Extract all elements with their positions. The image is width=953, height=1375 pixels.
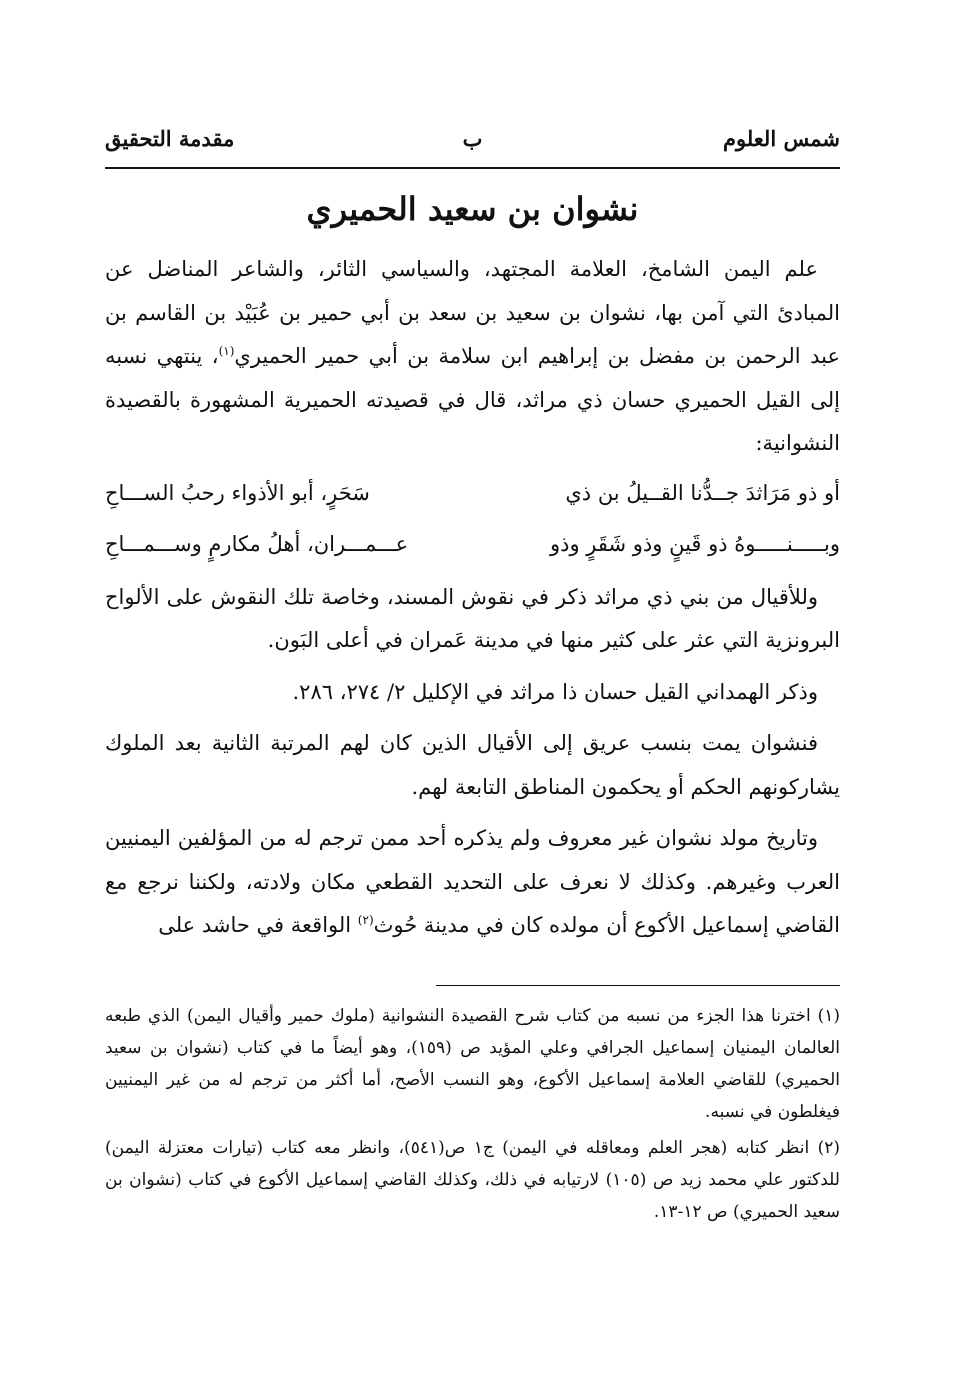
- footnotes: [105, 1000, 840, 1232]
- paragraph-intro-part2: ، ينتهي نسبه إلى القيل الحميري حسان ذي مراثد، قال في قصيدته الحميرية المشهورة بالقصيدة النشوانية:: [105, 344, 840, 455]
- paragraph-birth-part1: وتاريخ مولد نشوان غير معروف ولم يذكره أحد ممن ترجم له من المؤلفين اليمنيين العرب وغيرهم. وكذلك لا نعرف على التحديد القطعي مكان ولادته، ولكننا نرجع مع القاضي إسماعيل الأكوع أن مولده كان في مدينة حُوث: [105, 826, 840, 937]
- paragraph-intro-part1: علم اليمن الشامخ، العلامة المجتهد، والسياسي الثائر، والشاعر المناضل عن المبادئ التي آمن بها، نشوان بن سعيد بن سعد بن أبي حمير بن عُبَيْد بن القاسم بن عبد الرحمن بن مفضل بن إبراهيم ابن سلامة بن أبي حمير الحميري: [105, 257, 840, 368]
- page-title: نشوان بن سعيد الحميري: [306, 190, 639, 228]
- paragraph-birth-part2: الواقعة في حاشد على: [158, 913, 358, 937]
- header-section-title: مقدمة التحقيق: [105, 126, 235, 151]
- verse-line-1: [105, 470, 840, 517]
- verse-1-second-hemistich: سَحَرٍ، أبو الأذواء رحبُ الســـاحِ: [105, 480, 370, 505]
- verse-line-2: [105, 521, 840, 568]
- verse-2-second-hemistich: عـــمـــران، أهلُ مكارمٍ وســـمـــاحِ: [105, 531, 409, 556]
- header-book-title: شمس العلوم: [723, 126, 840, 151]
- paragraph-intro: [105, 248, 840, 466]
- running-header: [105, 126, 840, 162]
- footnote-divider: [436, 985, 840, 986]
- paragraph-lineage: فنشوان يمت بنسب عريق إلى الأقيال الذين كان لهم المرتبة الثانية بعد الملوك يشاركونهم الحكم أو يحكمون المناطق التابعة لهم.: [105, 731, 840, 799]
- header-divider: [105, 167, 840, 169]
- header-page-number: ب: [462, 126, 483, 151]
- paragraph-hamdani: وذكر الهمداني القيل حسان ذا مراثد في الإكليل ٢/ ٢٧٤، ٢٨٦.: [292, 679, 818, 704]
- paragraph-inscriptions: وللأقيال من بني ذي مراثد ذكر في نقوش المسند، وخاصة تلك النقوش على الألواح البرونزية التي عثر على كثير منها في مدينة عَمران في أعلى البَون.: [105, 584, 840, 652]
- footnote-1: (١) اخترنا هذا الجزء من نسبه من كتاب شرح القصيدة النشوانية (ملوك حمير وأقيال اليمن) الذي طبعه العالمان اليمنيان إسماعيل الجرافي وعلي المؤيد ص (١٥٩)، وهو أيضاً ما في كتاب (نشوان بن سعيد الحميري) للقاضي العلامة إسماعيل الأكوع، وهو النسب الأصح، أما أكثر من ترجم له من غير اليمنيين فيغلطون في نسبه.: [105, 1006, 840, 1122]
- footnote-2: (٢) انظر كتابه (هجر العلم ومعاقله في اليمن) ج١ ص(٥٤١)، وانظر معه كتاب (تيارات معتزلة اليمن) للدكتور علي محمد زيد ص (١٠٥) لارتيابه في ذلك، وكذلك القاضي إسماعيل الأكوع في كتاب (نشوان بن سعيد الحميري) ص ١٢-١٣.: [105, 1138, 841, 1222]
- footnote-ref-1: (١): [218, 344, 235, 358]
- paragraph-birth: [105, 817, 840, 948]
- footnote-ref-2: (٢): [357, 913, 374, 927]
- verse-1-first-hemistich: أو ذو مَرَاثدَ جــدُّنا القــيلُ بن ذي: [565, 480, 840, 505]
- poem-verses: [105, 470, 840, 568]
- main-text: [105, 248, 840, 948]
- verse-2-first-hemistich: وبـــــنـــــوهُ ذو قَينٍ وذو شَقَرٍ وذو: [549, 531, 840, 556]
